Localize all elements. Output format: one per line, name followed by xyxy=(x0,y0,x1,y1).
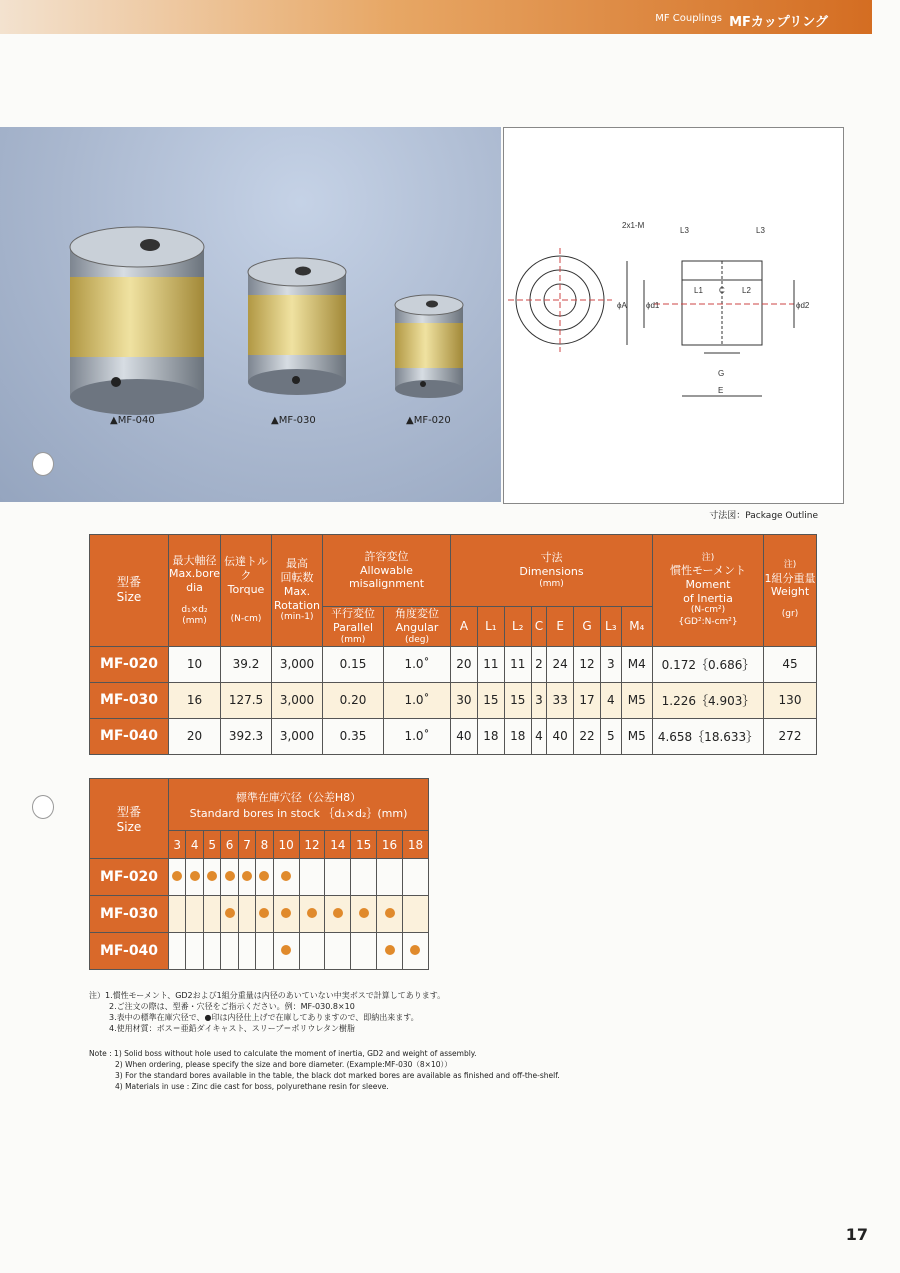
angular-cell: 1.0˚ xyxy=(384,718,451,754)
dimension-cell: 40 xyxy=(451,718,478,754)
weight-header: 注) 1組分重量 Weight (gr) xyxy=(764,535,817,647)
caption-mf040: ▲MF-040 xyxy=(110,415,155,426)
bore-header: 最大軸径 Max.bore dia d₁×d₂ (mm) xyxy=(169,535,221,647)
dimension-cell: 18 xyxy=(477,718,504,754)
dim-col-m4: M₄ xyxy=(621,607,652,647)
bore-size-header: 7 xyxy=(238,831,255,859)
misalignment-header: 許容変位 Allowable misalignment xyxy=(323,535,451,607)
bore-size-header: 5 xyxy=(203,831,220,859)
dimension-cell: 24 xyxy=(547,646,574,682)
dimension-cell: 12 xyxy=(574,646,601,682)
dim-col-l3: L₃ xyxy=(600,607,621,647)
bores-row xyxy=(90,859,429,896)
in-stock-dot-icon xyxy=(385,945,395,955)
stock-cell xyxy=(238,933,255,970)
dimension-cell: 4 xyxy=(600,682,621,718)
bore-size-header: 15 xyxy=(351,831,377,859)
in-stock-dot-icon xyxy=(225,908,235,918)
dimension-cell: M4 xyxy=(621,646,652,682)
bores-size-header: 型番 Size xyxy=(90,779,169,859)
stock-cell xyxy=(203,859,220,896)
weight-cell: 130 xyxy=(764,682,817,718)
bore-size-header: 18 xyxy=(402,831,428,859)
in-stock-dot-icon xyxy=(259,871,269,881)
angular-header: 角度変位 Angular (deg) xyxy=(384,607,451,647)
spec-table xyxy=(89,534,817,755)
stock-cell xyxy=(325,859,351,896)
rotation-cell: 3,000 xyxy=(272,682,323,718)
stock-cell xyxy=(351,896,377,933)
stock-cell xyxy=(221,896,238,933)
side-view xyxy=(627,261,794,396)
bore-cell: 16 xyxy=(169,682,221,718)
bore-size-header: 10 xyxy=(273,831,299,859)
dimension-cell: M5 xyxy=(621,718,652,754)
stock-cell xyxy=(351,859,377,896)
rotation-cell: 3,000 xyxy=(272,646,323,682)
binder-hole xyxy=(32,795,54,819)
bore-cell: 10 xyxy=(169,646,221,682)
inertia-header: 注) 慣性モーメント Moment of Inertia (N-cm²) {GD²:N-cm²} xyxy=(653,535,764,647)
stock-cell xyxy=(256,859,273,896)
stock-cell xyxy=(402,896,428,933)
in-stock-dot-icon xyxy=(307,908,317,918)
label-l1: L1 xyxy=(694,286,703,295)
product-photo xyxy=(0,127,501,502)
parallel-cell: 0.20 xyxy=(323,682,384,718)
stock-cell xyxy=(402,859,428,896)
dimension-cell: 11 xyxy=(504,646,531,682)
dimension-cell: 3 xyxy=(600,646,621,682)
size-cell: MF-040 xyxy=(90,718,169,754)
bore-size-header: 4 xyxy=(186,831,203,859)
dim-col-c: C xyxy=(531,607,547,647)
dim-col-l2: L₂ xyxy=(504,607,531,647)
drawing-caption: 寸法図：Package Outline xyxy=(709,511,818,521)
bore-size-header: 12 xyxy=(299,831,325,859)
caption-mf030: ▲MF-030 xyxy=(271,415,316,426)
bore-size-header: 14 xyxy=(325,831,351,859)
header-title-en: MF Couplings xyxy=(655,13,722,24)
stock-cell xyxy=(273,859,299,896)
label-phi-d2: ϕd2 xyxy=(796,301,810,310)
dimension-cell: 15 xyxy=(504,682,531,718)
bore-size-header: 8 xyxy=(256,831,273,859)
in-stock-dot-icon xyxy=(385,908,395,918)
size-cell: MF-040 xyxy=(90,933,169,970)
label-l3-right: L3 xyxy=(756,226,765,235)
dimension-cell: 30 xyxy=(451,682,478,718)
dim-col-l1: L₁ xyxy=(477,607,504,647)
stock-cell xyxy=(402,933,428,970)
bore-size-header: 6 xyxy=(221,831,238,859)
stock-cell xyxy=(325,896,351,933)
stock-cell xyxy=(238,896,255,933)
dimension-cell: 2 xyxy=(531,646,547,682)
label-l3-left: L3 xyxy=(680,226,689,235)
dimension-cell: 11 xyxy=(477,646,504,682)
angular-cell: 1.0˚ xyxy=(384,646,451,682)
size-cell: MF-020 xyxy=(90,646,169,682)
rotation-header: 最高 回転数 Max. Rotation (min-1) xyxy=(272,535,323,647)
stock-cell xyxy=(169,933,186,970)
label-e: E xyxy=(718,386,724,395)
stock-cell xyxy=(325,933,351,970)
stock-cell xyxy=(186,933,203,970)
size-cell: MF-020 xyxy=(90,859,169,896)
caption-mf020: ▲MF-020 xyxy=(406,415,451,426)
rotation-cell: 3,000 xyxy=(272,718,323,754)
parallel-header: 平行変位 Parallel (mm) xyxy=(323,607,384,647)
dim-col-e: E xyxy=(547,607,574,647)
notes-japanese: 注）1.慣性モーメント、GD2および1組分重量は内径のあいていない中実ボスで計算してあります。 2.ご注文の際は、型番・穴径をご指示ください。例：MF-030.8×10 3.表中の標準在庫穴径で、●印は内径仕上げで在庫してありますので、即納出来ます。 4.使用材質：ボス＝亜鉛ダイキャスト、スリーブ＝ポリウレタン樹脂 xyxy=(89,991,446,1033)
header-bar xyxy=(0,0,872,34)
dimension-cell: 18 xyxy=(504,718,531,754)
dimension-cell: 4 xyxy=(531,718,547,754)
stock-cell xyxy=(256,933,273,970)
spec-row xyxy=(90,682,817,718)
stock-cell xyxy=(273,933,299,970)
torque-header: 伝達トルク Torque (N-cm) xyxy=(221,535,272,647)
stock-cell xyxy=(203,896,220,933)
notes-english: Note : 1) Solid boss without hole used to calculate the moment of inertia, GD2 and weight of assembly. 2) When ordering, please specify the size and bore diameter. (Example:MF-030（8×10）） 3) For the standard bores available in the table, the black dot marked bores are available as finished and off-the-shelf. 4) Materials in use : Zinc die cast for boss, polyurethane resin for sleeve. xyxy=(89,1049,560,1091)
dimension-cell: 15 xyxy=(477,682,504,718)
stock-cell xyxy=(256,896,273,933)
stock-cell xyxy=(186,896,203,933)
bore-size-header: 16 xyxy=(377,831,403,859)
stock-cell xyxy=(169,896,186,933)
coupling-mf040 xyxy=(70,227,204,415)
stock-cell xyxy=(299,859,325,896)
package-outline-drawing xyxy=(503,127,844,504)
page-number: 17 xyxy=(845,1225,868,1244)
dimension-cell: 20 xyxy=(451,646,478,682)
weight-cell: 272 xyxy=(764,718,817,754)
in-stock-dot-icon xyxy=(242,871,252,881)
dim-col-a: A xyxy=(451,607,478,647)
dimension-cell: 22 xyxy=(574,718,601,754)
coupling-mf020 xyxy=(395,295,463,398)
stock-cell xyxy=(377,933,403,970)
dimension-cell: 5 xyxy=(600,718,621,754)
header-title-jp: MFカップリング xyxy=(729,15,828,30)
outline-svg xyxy=(504,128,843,503)
spec-row xyxy=(90,646,817,682)
in-stock-dot-icon xyxy=(281,908,291,918)
size-cell: MF-030 xyxy=(90,682,169,718)
in-stock-dot-icon xyxy=(190,871,200,881)
parallel-cell: 0.15 xyxy=(323,646,384,682)
end-view xyxy=(508,248,612,352)
bores-row xyxy=(90,933,429,970)
label-g: G xyxy=(718,369,725,378)
stock-cell xyxy=(377,859,403,896)
coupling-mf030 xyxy=(248,258,346,395)
label-2x1m: 2x1-M xyxy=(622,221,645,230)
inertia-cell: 1.226｛4.903｝ xyxy=(653,682,764,718)
spec-row xyxy=(90,718,817,754)
stock-cell xyxy=(169,859,186,896)
in-stock-dot-icon xyxy=(225,871,235,881)
dim-col-g: G xyxy=(574,607,601,647)
stock-cell xyxy=(186,859,203,896)
stock-cell xyxy=(299,933,325,970)
dimension-cell: 33 xyxy=(547,682,574,718)
label-c: C xyxy=(719,286,725,295)
bores-title: 標準在庫穴径（公差H8） Standard bores in stock ｛d₁×d₂｝(mm) xyxy=(169,779,429,831)
dimension-cell: 17 xyxy=(574,682,601,718)
inertia-cell: 4.658｛18.633｝ xyxy=(653,718,764,754)
label-phi-a: ϕA xyxy=(617,301,627,310)
in-stock-dot-icon xyxy=(207,871,217,881)
stock-cell xyxy=(221,933,238,970)
in-stock-dot-icon xyxy=(333,908,343,918)
bore-size-header: 3 xyxy=(169,831,186,859)
inertia-cell: 0.172｛0.686｝ xyxy=(653,646,764,682)
in-stock-dot-icon xyxy=(281,945,291,955)
torque-cell: 392.3 xyxy=(221,718,272,754)
stock-cell xyxy=(273,896,299,933)
binder-hole xyxy=(32,452,54,476)
dimension-cell: M5 xyxy=(621,682,652,718)
parallel-cell: 0.35 xyxy=(323,718,384,754)
in-stock-dot-icon xyxy=(410,945,420,955)
stock-cell xyxy=(221,859,238,896)
torque-cell: 39.2 xyxy=(221,646,272,682)
label-l2: L2 xyxy=(742,286,751,295)
dimension-cell: 40 xyxy=(547,718,574,754)
stock-cell xyxy=(238,859,255,896)
stock-cell xyxy=(377,896,403,933)
bores-row xyxy=(90,896,429,933)
stock-cell xyxy=(351,933,377,970)
in-stock-dot-icon xyxy=(172,871,182,881)
in-stock-dot-icon xyxy=(259,908,269,918)
torque-cell: 127.5 xyxy=(221,682,272,718)
in-stock-dot-icon xyxy=(359,908,369,918)
size-cell: MF-030 xyxy=(90,896,169,933)
weight-cell: 45 xyxy=(764,646,817,682)
dimension-cell: 3 xyxy=(531,682,547,718)
stock-cell xyxy=(203,933,220,970)
bore-cell: 20 xyxy=(169,718,221,754)
dimensions-header: 寸法 Dimensions (mm) xyxy=(451,535,653,607)
coupling-illustration xyxy=(0,127,501,502)
standard-bores-table xyxy=(89,778,429,970)
stock-cell xyxy=(299,896,325,933)
size-header: 型番 Size xyxy=(90,535,169,647)
angular-cell: 1.0˚ xyxy=(384,682,451,718)
in-stock-dot-icon xyxy=(281,871,291,881)
label-phi-d1: ϕd1 xyxy=(646,301,660,310)
